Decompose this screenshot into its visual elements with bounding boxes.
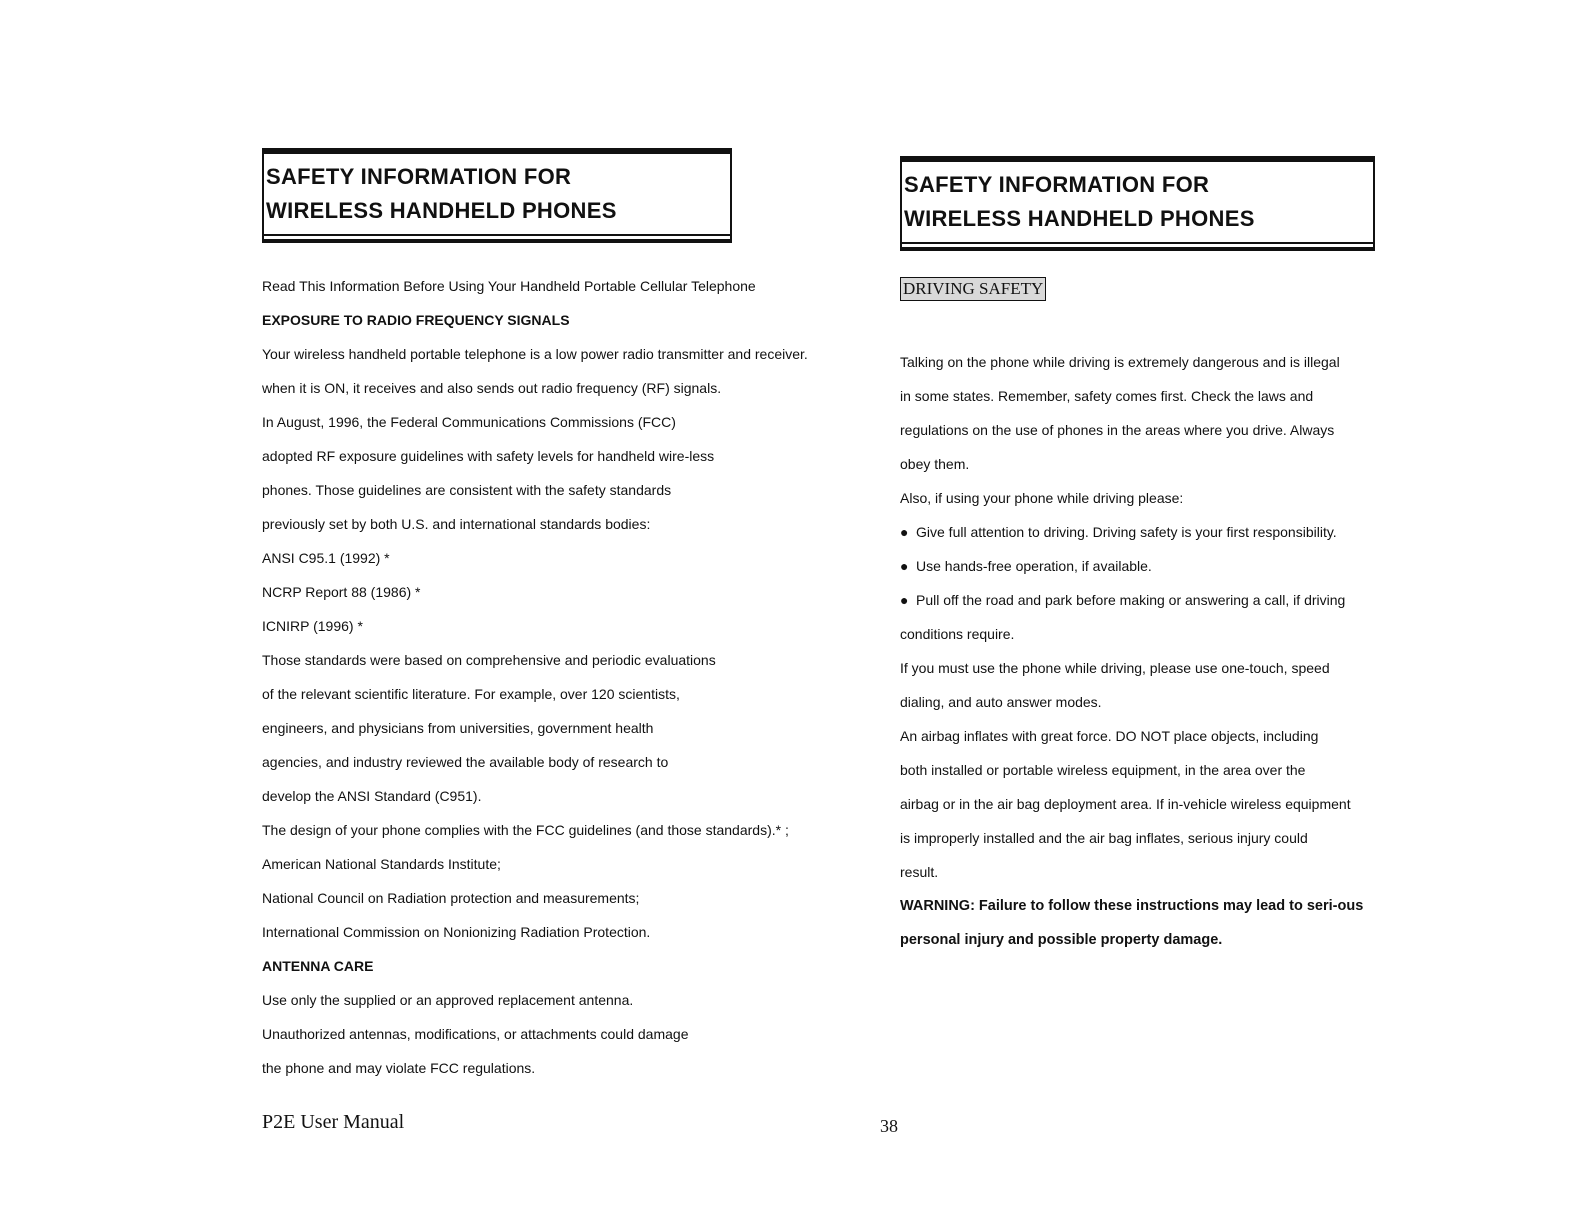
body-line: National Council on Radiation protection and measurements; — [262, 890, 640, 906]
line-text: in some states. Remember, safety comes first. Check the laws and — [900, 388, 1314, 404]
right-title-line-2: WIRELESS HANDHELD PHONES — [904, 206, 1255, 231]
body-line — [900, 379, 1420, 413]
right-title-line-1: SAFETY INFORMATION FOR — [904, 172, 1210, 197]
body-line: phones. Those guidelines are consistent with the safety standards — [262, 482, 672, 498]
body-line — [900, 651, 1420, 685]
line-text: regulations on the use of phones in the areas where you drive. Always — [900, 422, 1335, 438]
bullet-icon: ● — [900, 558, 909, 574]
body-line: when it is ON, it receives and also sends out radio frequency (RF) signals. — [262, 380, 722, 396]
line-text: Use hands-free operation, if available. — [916, 558, 1152, 574]
right-body-text — [900, 345, 1420, 957]
body-line: NCRP Report 88 (1986) * — [262, 584, 421, 600]
line-text: Also, if using your phone while driving please: — [900, 490, 1184, 506]
body-line — [900, 753, 1420, 787]
line-text: result. — [900, 864, 939, 880]
body-line: In August, 1996, the Federal Communications Commissions (FCC) — [262, 414, 676, 430]
body-line: ANSI C95.1 (1992) * — [262, 550, 390, 566]
left-body-text — [262, 269, 892, 1085]
right-title-rule-thick — [900, 247, 1375, 251]
line-text: WARNING: Failure to follow these instructions may lead to seri-ous — [900, 898, 1364, 914]
line-text: dialing, and auto answer modes. — [900, 694, 1102, 710]
line-text: both installed or portable wireless equipment, in the area over the — [900, 762, 1306, 778]
line-text: obey them. — [900, 456, 970, 472]
left-title-rule — [262, 234, 732, 236]
body-line — [900, 821, 1420, 855]
warning-line — [900, 923, 1420, 957]
body-line — [900, 481, 1420, 515]
body-line: Those standards were based on comprehensive and periodic evaluations — [262, 652, 716, 668]
line-text: airbag or in the air bag deployment area. If in-vehicle wireless equipment — [900, 796, 1351, 812]
body-line: previously set by both U.S. and international standards bodies: — [262, 516, 651, 532]
footer-page-number: 38 — [880, 1116, 898, 1136]
body-line — [900, 617, 1420, 651]
body-line — [900, 719, 1420, 753]
bullet-icon: ● — [900, 592, 909, 608]
body-line: engineers, and physicians from universities, government health — [262, 720, 654, 736]
body-line — [900, 685, 1420, 719]
bullet-item — [900, 583, 1420, 617]
body-line: the phone and may violate FCC regulations. — [262, 1060, 536, 1076]
body-line: develop the ANSI Standard (C951). — [262, 788, 482, 804]
line-text: An airbag inflates with great force. DO NOT place objects, including — [900, 728, 1319, 744]
body-line: agencies, and industry reviewed the available body of research to — [262, 754, 669, 770]
driving-safety-label: DRIVING SAFETY — [900, 277, 1046, 301]
body-line — [900, 413, 1420, 447]
left-title-box — [262, 148, 732, 243]
left-title-line-2: WIRELESS HANDHELD PHONES — [266, 198, 617, 223]
left-column — [262, 148, 892, 1085]
body-line — [900, 855, 1420, 889]
body-line: of the relevant scientific literature. For example, over 120 scientists, — [262, 686, 680, 702]
line-text: conditions require. — [900, 626, 1015, 642]
line-text: If you must use the phone while driving, please use one-touch, speed — [900, 660, 1330, 676]
body-line — [900, 447, 1420, 481]
line-text: personal injury and possible property damage. — [900, 932, 1223, 948]
body-line: Your wireless handheld portable telephone is a low power radio transmitter and receiver. — [262, 346, 808, 362]
body-line — [900, 345, 1420, 379]
line-text: Pull off the road and park before making or answering a call, if driving — [916, 592, 1346, 608]
line-text: Give full attention to driving. Driving safety is your first responsibility. — [916, 524, 1337, 540]
body-line: Read This Information Before Using Your Handheld Portable Cellular Telephone — [262, 278, 756, 294]
body-line: American National Standards Institute; — [262, 856, 501, 872]
body-line: Use only the supplied or an approved replacement antenna. — [262, 992, 634, 1008]
body-line: Unauthorized antennas, modifications, or attachments could damage — [262, 1026, 689, 1042]
body-line: ICNIRP (1996) * — [262, 618, 363, 634]
body-line: adopted RF exposure guidelines with safety levels for handheld wire-less — [262, 448, 715, 464]
bullet-icon: ● — [900, 524, 909, 540]
line-text: is improperly installed and the air bag inflates, serious injury could — [900, 830, 1308, 846]
footer-manual-name: P2E User Manual — [262, 1111, 405, 1133]
right-title-box — [900, 156, 1375, 251]
bullet-item — [900, 549, 1420, 583]
right-title-rule — [900, 242, 1375, 244]
section-heading: EXPOSURE TO RADIO FREQUENCY SIGNALS — [262, 312, 570, 328]
line-text: Talking on the phone while driving is extremely dangerous and is illegal — [900, 354, 1340, 370]
body-line — [900, 787, 1420, 821]
body-line: The design of your phone complies with the FCC guidelines (and those standards).* ; — [262, 822, 789, 838]
right-column — [900, 156, 1420, 957]
warning-line — [900, 889, 1420, 923]
body-line: International Commission on Nonionizing Radiation Protection. — [262, 924, 651, 940]
section-heading: ANTENNA CARE — [262, 958, 374, 974]
bullet-item — [900, 515, 1420, 549]
left-title-line-1: SAFETY INFORMATION FOR — [266, 164, 572, 189]
left-title-rule-thick — [262, 239, 732, 243]
